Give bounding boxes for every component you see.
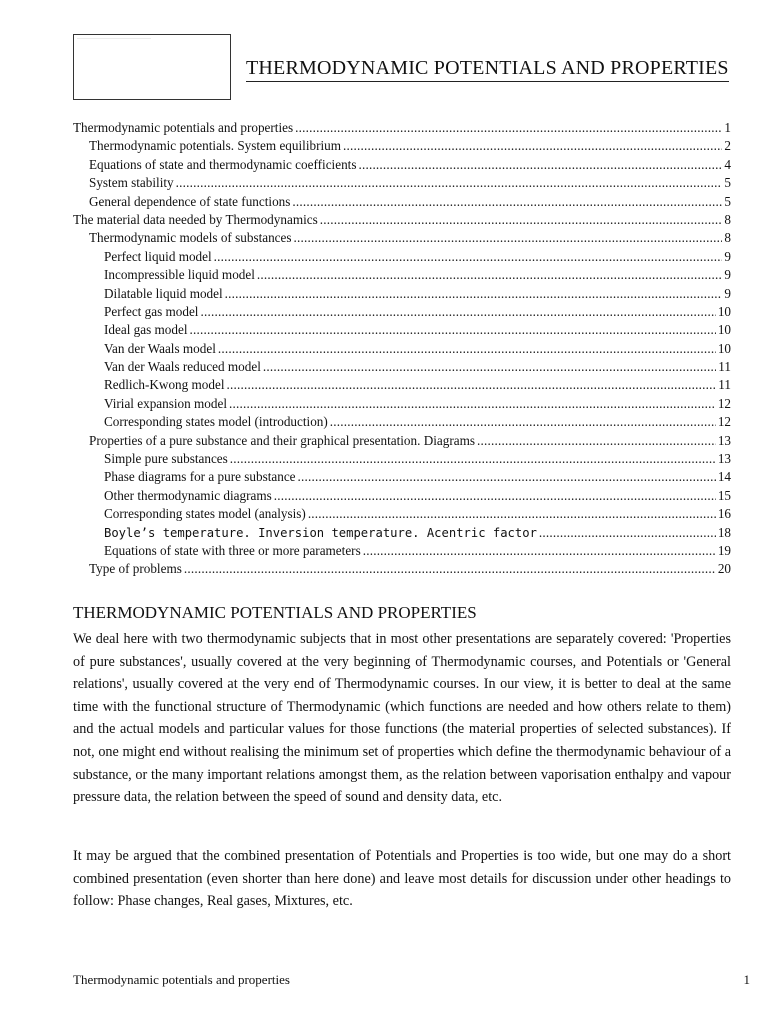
footer-page-number: 1	[743, 972, 750, 987]
toc-leader-dots	[184, 560, 716, 578]
toc-leader-dots	[539, 524, 716, 542]
toc-entry-label: Perfect liquid model	[104, 248, 212, 264]
toc-entry-label: Virial expansion model	[104, 395, 227, 411]
toc-entry-page: 12	[717, 395, 731, 411]
toc-leader-dots	[363, 542, 716, 560]
toc-entry[interactable]	[73, 156, 731, 174]
toc-entry-label: Thermodynamic potentials. System equilibrium	[89, 138, 341, 154]
toc-entry[interactable]	[73, 266, 731, 284]
body-paragraph-2: It may be argued that the combined presentation of Potentials and Properties is too wide, but one may do a short combined presentation (even shorter than here done) and leave most details for discussion under other headings to follow: Phase changes, Real gases, Mixtures, etc.	[73, 848, 731, 910]
toc-leader-dots	[477, 432, 716, 450]
toc-entry[interactable]	[73, 450, 731, 468]
toc-leader-dots	[308, 505, 716, 523]
toc-entry[interactable]	[73, 505, 731, 523]
toc-entry-label: Redlich-Kwong model	[104, 377, 225, 393]
toc-entry-label: Perfect gas model	[104, 303, 199, 319]
toc-entry-page: 13	[717, 432, 731, 448]
toc-entry-page: 15	[717, 487, 731, 503]
table-of-contents	[73, 119, 731, 579]
toc-leader-dots	[229, 395, 716, 413]
toc-entry-label: Thermodynamic models of substances	[89, 230, 292, 246]
toc-entry-page: 11	[718, 377, 731, 393]
toc-entry[interactable]	[73, 137, 731, 155]
toc-leader-dots	[190, 321, 716, 339]
toc-entry-page: 9	[724, 248, 731, 264]
logo-text: ··········································································	[77, 37, 151, 41]
toc-entry-page: 10	[717, 340, 731, 356]
toc-entry-label: Ideal gas model	[104, 322, 188, 338]
toc-entry-page: 16	[717, 506, 731, 522]
footer-title: Thermodynamic potentials and properties	[73, 972, 290, 987]
toc-leader-dots	[330, 413, 716, 431]
toc-leader-dots	[320, 211, 723, 229]
toc-entry[interactable]	[73, 303, 731, 321]
toc-entry[interactable]	[73, 468, 731, 486]
toc-entry-label: Dilatable liquid model	[104, 285, 223, 301]
toc-leader-dots	[294, 229, 723, 247]
toc-entry[interactable]	[73, 560, 731, 578]
toc-entry-label: Equations of state with three or more parameters	[104, 542, 361, 558]
toc-leader-dots	[298, 468, 716, 486]
toc-entry-page: 8	[724, 230, 731, 246]
toc-entry-page: 12	[717, 414, 731, 430]
document-title: THERMODYNAMIC POTENTIALS AND PROPERTIES	[246, 56, 729, 82]
toc-entry-label: Van der Waals model	[104, 340, 216, 356]
toc-entry-label: Incompressible liquid model	[104, 267, 255, 283]
toc-leader-dots	[295, 119, 722, 137]
toc-leader-dots	[358, 156, 722, 174]
toc-entry[interactable]	[73, 285, 731, 303]
toc-leader-dots	[230, 450, 716, 468]
toc-entry-label: Thermodynamic potentials and properties	[73, 120, 294, 135]
toc-entry-page: 9	[724, 285, 731, 301]
toc-leader-dots	[218, 340, 716, 358]
toc-entry-label: Phase diagrams for a pure substance	[104, 469, 296, 485]
toc-entry[interactable]	[73, 524, 731, 542]
toc-entry[interactable]	[73, 432, 731, 450]
toc-entry-page: 1	[724, 120, 731, 135]
toc-leader-dots	[227, 376, 717, 394]
toc-entry[interactable]	[73, 229, 731, 247]
toc-entry[interactable]	[73, 193, 731, 211]
toc-entry[interactable]	[73, 321, 731, 339]
toc-entry-label: Corresponding states model (introduction)	[104, 414, 328, 430]
toc-entry[interactable]	[73, 487, 731, 505]
toc-entry-page: 18	[717, 524, 731, 540]
toc-leader-dots	[292, 193, 722, 211]
toc-entry-page: 2	[724, 138, 731, 154]
toc-entry-page: 20	[717, 561, 731, 577]
toc-entry[interactable]	[73, 211, 731, 229]
toc-entry[interactable]	[73, 413, 731, 431]
body-paragraph-1: We deal here with two thermodynamic subjects that in most other presentations are separately covered: 'Properties of pure substances', usually covered at the very beginning of Thermodynamic courses, and Potentials or 'General relations', usually covered at the very end of Thermodynamic courses. In our view, it is better to deal at the same time with the functional structure of Thermodynamic (which functions are needed and how others relate to them) and the actual models and particular values for those functions (the material properties of selected substances). If not, one might end without realising the minimum set of properties which define the thermodynamic behaviour of a substance, or the many important relations amongst them, as the relation between vaporisation enthalpy and vapour pressure data, the relation between the speed of sound and density data, etc.	[73, 631, 731, 806]
toc-entry[interactable]	[73, 174, 731, 192]
toc-entry-page: 10	[717, 303, 731, 319]
toc-entry-label: System stability	[89, 175, 174, 191]
toc-entry[interactable]	[73, 358, 731, 376]
logo-box	[73, 34, 231, 100]
toc-entry-label: Properties of a pure substance and their graphical presentation. Diagrams	[89, 432, 475, 448]
toc-entry-page: 9	[724, 267, 731, 283]
toc-entry[interactable]	[73, 248, 731, 266]
toc-entry[interactable]	[73, 119, 731, 137]
toc-leader-dots	[257, 266, 723, 284]
toc-leader-dots	[263, 358, 716, 376]
toc-entry-page: 4	[724, 156, 731, 172]
toc-entry-label: Other thermodynamic diagrams	[104, 487, 272, 503]
toc-entry-label: Equations of state and thermodynamic coefficients	[89, 156, 357, 172]
toc-leader-dots	[274, 487, 716, 505]
toc-leader-dots	[225, 285, 723, 303]
toc-leader-dots	[200, 303, 715, 321]
toc-entry[interactable]	[73, 395, 731, 413]
toc-entry[interactable]	[73, 376, 731, 394]
toc-entry-page: 5	[724, 193, 731, 209]
toc-entry-label: The material data needed by Thermodynamics	[73, 211, 318, 227]
toc-entry-page: 5	[724, 175, 731, 191]
toc-entry-page: 8	[724, 211, 731, 227]
toc-entry-label: Boyle’s temperature. Inversion temperature. Acentric factor	[104, 525, 537, 540]
toc-leader-dots	[176, 174, 723, 192]
toc-entry-label: Corresponding states model (analysis)	[104, 506, 306, 522]
toc-entry-label: Van der Waals reduced model	[104, 359, 261, 375]
toc-entry[interactable]	[73, 542, 731, 560]
toc-entry-label: Type of problems	[89, 561, 182, 577]
toc-entry[interactable]	[73, 340, 731, 358]
toc-leader-dots	[343, 137, 722, 155]
toc-entry-label: General dependence of state functions	[89, 193, 291, 209]
toc-entry-page: 14	[717, 469, 731, 485]
toc-entry-page: 19	[717, 542, 731, 558]
toc-entry-page: 13	[717, 451, 731, 467]
toc-entry-label: Simple pure substances	[104, 451, 228, 467]
toc-entry-page: 11	[718, 359, 731, 375]
toc-entry-page: 10	[717, 322, 731, 338]
toc-leader-dots	[214, 248, 723, 266]
section-heading: THERMODYNAMIC POTENTIALS AND PROPERTIES	[73, 603, 477, 622]
